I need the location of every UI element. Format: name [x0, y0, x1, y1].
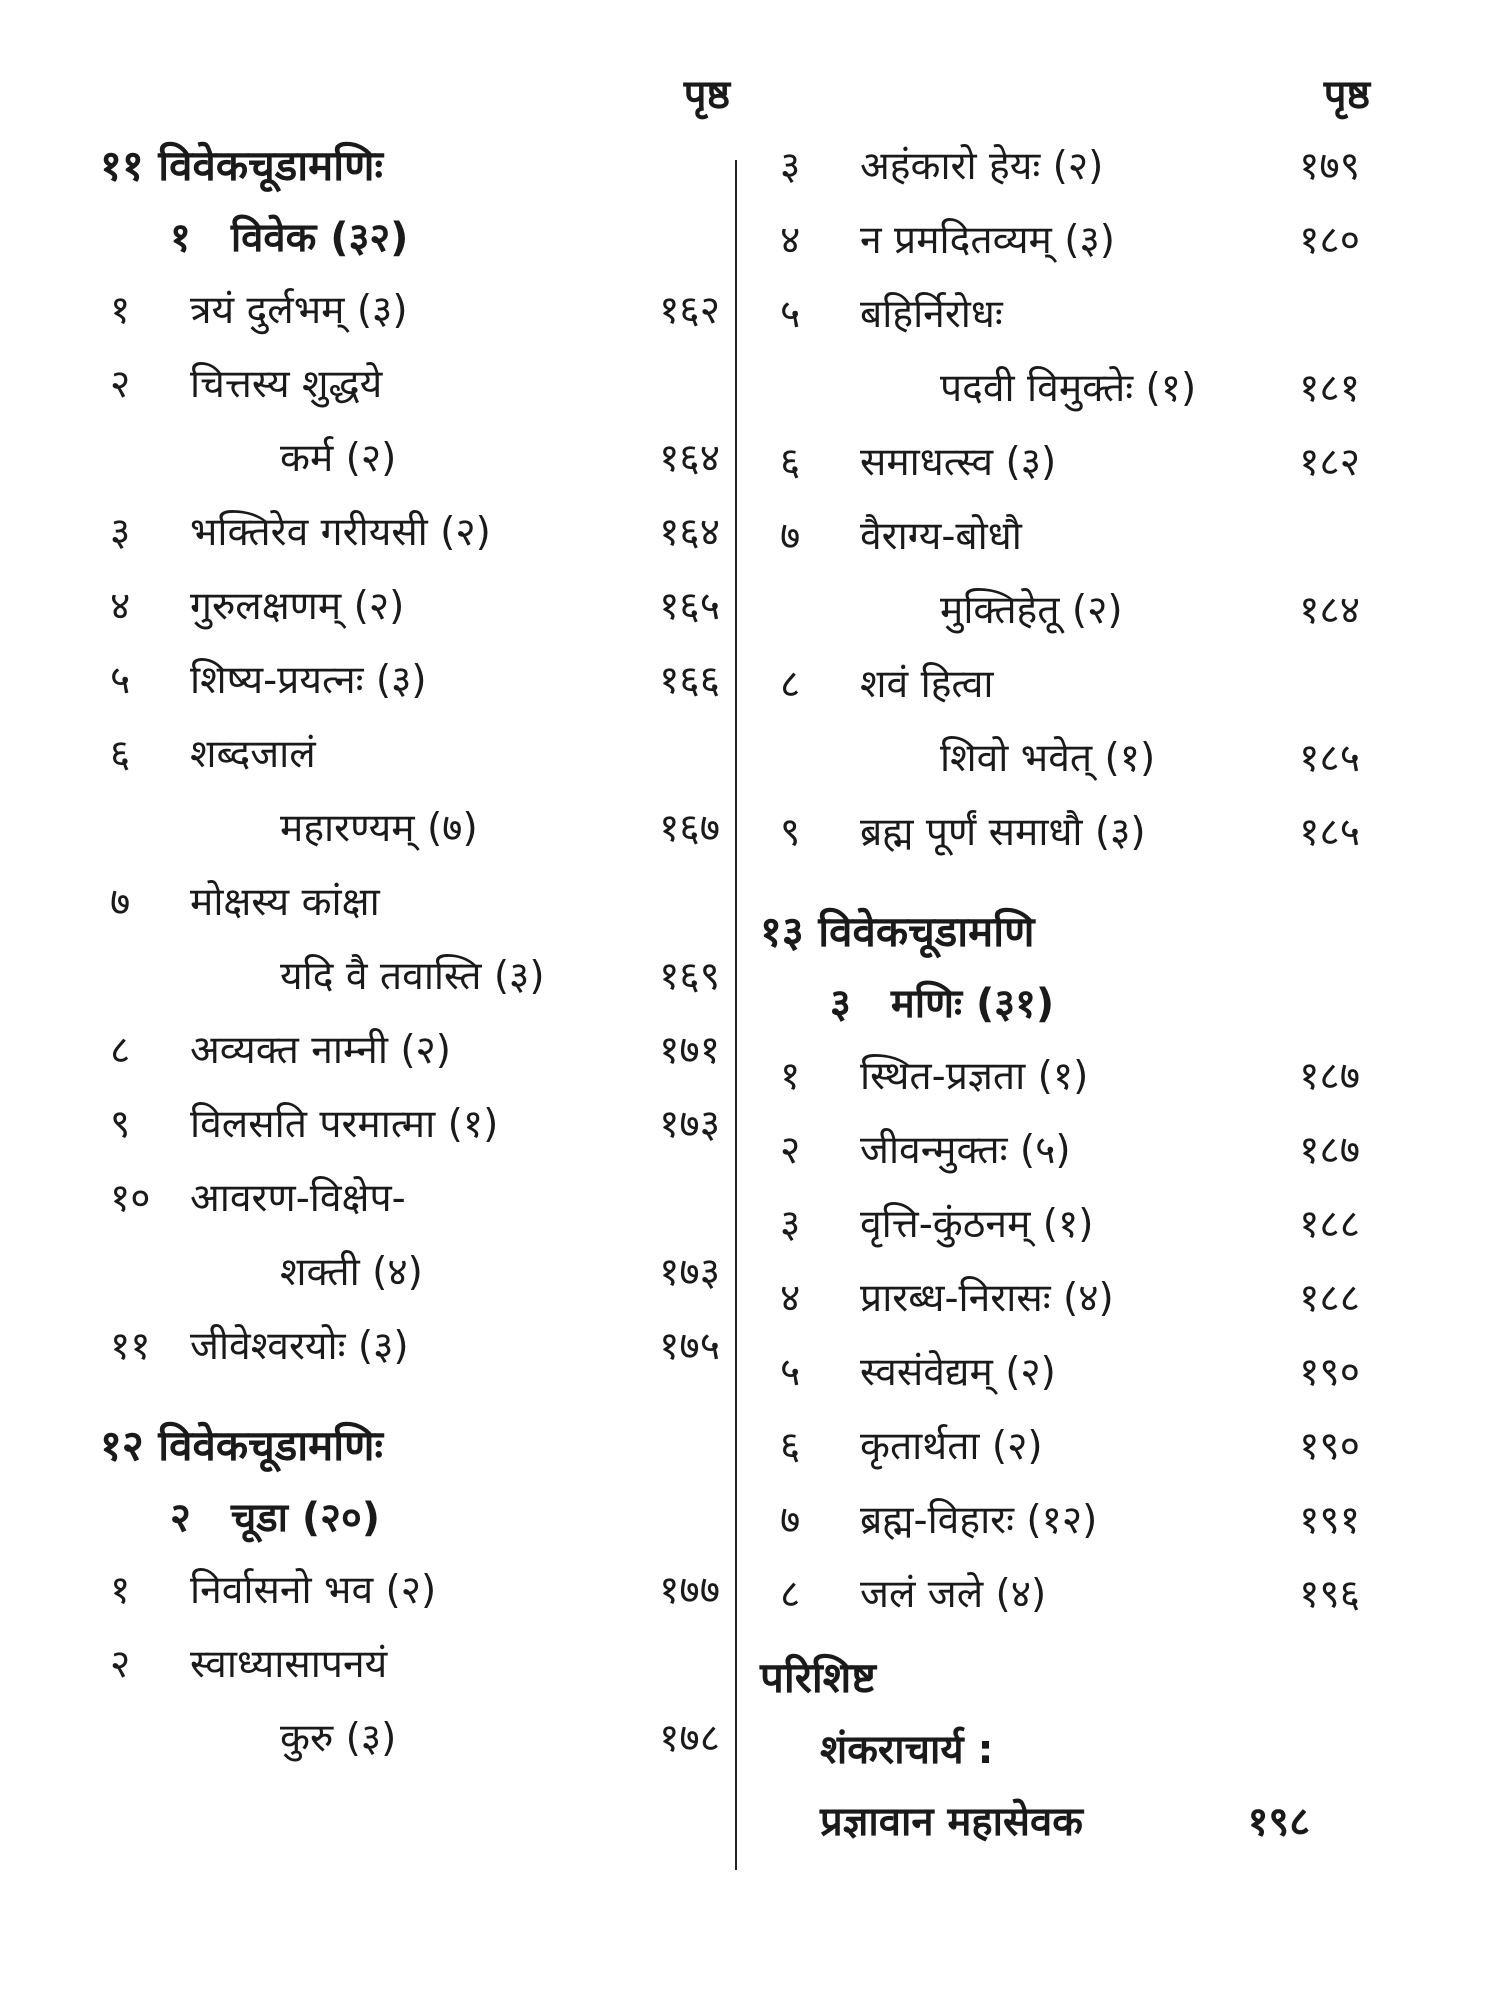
entry-number: ८ — [110, 1028, 131, 1073]
left-column — [100, 60, 730, 1776]
entry-row — [100, 348, 720, 422]
entry-number: ९ — [780, 810, 801, 855]
entry-number: ६ — [780, 1424, 801, 1469]
entry-title: शिष्य-प्रयत्नः (३) — [190, 658, 427, 703]
toc-entry — [100, 496, 720, 570]
entry-number: ५ — [780, 1350, 801, 1395]
toc-entry — [760, 204, 1400, 278]
entry-title: ब्रह्म-विहारः (१२) — [860, 1498, 1098, 1543]
section-title: १३ विवेकचूडामणि — [760, 907, 1035, 956]
entry-title: मुक्तिहेतू (२) — [940, 588, 1123, 633]
entry-row — [100, 1162, 720, 1236]
entry-row — [100, 422, 720, 496]
entry-row — [760, 1336, 1400, 1410]
entry-title: बहिर्निरोधः — [860, 292, 1003, 337]
entry-row — [760, 1558, 1400, 1632]
entry-row — [100, 274, 720, 348]
toc-entry — [760, 1114, 1400, 1188]
page-column-header: पृष्ठ — [1323, 72, 1370, 118]
entry-number: २ — [780, 1128, 801, 1173]
entry-title: शब्दजालं — [190, 732, 316, 777]
section-subtitle — [100, 1482, 720, 1554]
toc-entry — [100, 1628, 720, 1776]
entry-title: वृत्ति-कुंठनम् (१) — [860, 1202, 1094, 1247]
entry-row — [760, 796, 1400, 870]
section-title: ११ विवेकचूडामणिः — [100, 141, 384, 190]
entry-page-number: १८८ — [1299, 1202, 1360, 1247]
toc-entry — [760, 1336, 1400, 1410]
toc-entry — [760, 500, 1400, 648]
entry-title: भक्तिरेव गरीयसी (२) — [190, 510, 491, 555]
entry-page-number: १९८ — [1247, 1799, 1310, 1845]
entry-row — [100, 718, 720, 792]
entry-title: त्रयं दुर्लभम् (३) — [190, 288, 408, 333]
entry-title: जलं जले (४) — [860, 1572, 1047, 1617]
subsection-number: १ — [170, 215, 191, 261]
entry-page-number: १८७ — [1299, 1054, 1360, 1099]
toc-entry — [100, 1162, 720, 1310]
toc-entry — [100, 644, 720, 718]
entry-page-number: १८५ — [1299, 736, 1360, 781]
entry-row — [760, 1262, 1400, 1336]
entry-number: १ — [110, 288, 131, 333]
entry-page-number: १७८ — [659, 1716, 720, 1761]
entry-list — [100, 1554, 720, 1776]
entry-page-number: १७५ — [659, 1324, 720, 1369]
entry-page-number: १८५ — [1299, 810, 1360, 855]
entry-number: ४ — [780, 218, 801, 263]
entry-row — [100, 940, 720, 1014]
entry-title: स्थित-प्रज्ञता (१) — [860, 1054, 1089, 1099]
entry-row — [760, 500, 1400, 574]
subsection-title: मणिः (३१) — [890, 981, 1055, 1027]
entry-page-number: १९६ — [1299, 1572, 1360, 1617]
toc-entry — [760, 1188, 1400, 1262]
toc-entry — [100, 1554, 720, 1628]
entry-page-number: १७१ — [659, 1028, 720, 1073]
toc-entry — [100, 866, 720, 1014]
entry-page-number: १८२ — [1299, 440, 1360, 485]
entry-title: चित्तस्य शुद्धये — [190, 362, 383, 407]
entry-title: विलसति परमात्मा (१) — [190, 1102, 499, 1147]
entry-row — [760, 648, 1400, 722]
toc-entry — [760, 1410, 1400, 1484]
entry-title: समाधत्स्व (३) — [860, 440, 1057, 485]
entry-number: २ — [110, 362, 131, 407]
entry-title: कृतार्थता (२) — [860, 1424, 1043, 1469]
entry-title: कर्म (२) — [280, 436, 397, 481]
entry-title: यदि वै तवास्ति (३) — [280, 954, 545, 999]
entry-row — [100, 496, 720, 570]
entry-number: ४ — [110, 584, 131, 629]
entry-page-number: १९० — [1299, 1424, 1360, 1469]
entry-title: आवरण-विक्षेप- — [190, 1176, 406, 1221]
entry-number: ५ — [780, 292, 801, 337]
toc-entry — [760, 1484, 1400, 1558]
entry-row — [760, 722, 1400, 796]
toc-entry — [760, 1040, 1400, 1114]
entry-title: पदवी विमुक्तेः (१) — [940, 366, 1197, 411]
toc-entry — [100, 1014, 720, 1088]
toc-entry — [100, 1310, 720, 1384]
entry-title: महारण्यम् (७) — [280, 806, 478, 851]
entry-page-number: १९१ — [1299, 1498, 1360, 1543]
entry-row — [100, 1014, 720, 1088]
subsection-title: विवेक (३२) — [230, 215, 409, 261]
entry-number: २ — [110, 1642, 131, 1687]
entry-page-number: १८७ — [1299, 1128, 1360, 1173]
entry-title: अव्यक्त नाम्नी (२) — [190, 1028, 452, 1073]
entry-row — [100, 866, 720, 940]
entry-page-number: १६२ — [659, 288, 720, 333]
entry-row — [760, 130, 1400, 204]
entry-list — [100, 274, 720, 1384]
entry-row — [760, 1188, 1400, 1262]
entry-list — [760, 1040, 1400, 1632]
entry-row — [760, 1114, 1400, 1188]
right-column — [760, 60, 1400, 1858]
toc-entry — [100, 274, 720, 348]
entry-title: अहंकारो हेयः (२) — [860, 144, 1104, 189]
entry-list — [760, 130, 1400, 870]
entry-number: १ — [110, 1568, 131, 1613]
entry-page-number: १८८ — [1299, 1276, 1360, 1321]
toc-entry — [100, 1088, 720, 1162]
column-divider — [735, 160, 737, 1870]
entry-number: ७ — [780, 1498, 801, 1543]
entry-page-number: १७७ — [659, 1568, 720, 1613]
entry-title: शवं हित्वा — [860, 662, 994, 707]
entry-page-number: १८० — [1299, 218, 1360, 263]
appendix-subtitle: शंकराचार्य : — [820, 1727, 994, 1773]
toc-entry — [760, 1558, 1400, 1632]
entry-row — [760, 352, 1400, 426]
entry-row — [760, 426, 1400, 500]
entry-row — [760, 1410, 1400, 1484]
entry-row — [760, 574, 1400, 648]
entry-number: ९ — [110, 1102, 131, 1147]
entry-number: ८ — [780, 662, 801, 707]
entry-number: ३ — [780, 144, 801, 189]
entry-page-number: १६७ — [659, 806, 720, 851]
entry-page-number: १८१ — [1299, 366, 1360, 411]
entry-row — [100, 1702, 720, 1776]
section-subtitle — [100, 202, 720, 274]
toc-entry — [760, 796, 1400, 870]
entry-title: जीवेश्वरयोः (३) — [190, 1324, 409, 1369]
entry-title: प्रारब्ध-निरासः (४) — [860, 1276, 1114, 1321]
entry-title: कुरु (३) — [280, 1716, 397, 1761]
entry-number: ६ — [780, 440, 801, 485]
entry-number: ५ — [110, 658, 131, 703]
entry-page-number: १७३ — [659, 1250, 720, 1295]
entry-page-number: १६४ — [659, 436, 720, 481]
toc-entry — [760, 278, 1400, 426]
entry-number: १ — [780, 1054, 801, 1099]
entry-page-number: १६९ — [659, 954, 720, 999]
entry-number: ६ — [110, 732, 131, 777]
entry-row — [100, 792, 720, 866]
entry-number: ८ — [780, 1572, 801, 1617]
entry-page-number: १८४ — [1299, 588, 1360, 633]
page-column-header: पृष्ठ — [683, 72, 730, 118]
entry-title: शिवो भवेत् (१) — [940, 736, 1156, 781]
entry-title: स्वाध्यासापनयं — [190, 1642, 388, 1687]
appendix-title: परिशिष्ट — [760, 1653, 876, 1702]
entry-number: ३ — [110, 510, 131, 555]
entry-row — [100, 1310, 720, 1384]
subsection-number: २ — [170, 1495, 191, 1541]
subsection-title: चूडा (२०) — [230, 1495, 381, 1541]
entry-number: ७ — [780, 514, 801, 559]
toc-entry — [760, 1262, 1400, 1336]
appendix-entry — [760, 1786, 1400, 1858]
toc-entry — [100, 348, 720, 496]
entry-page-number: १७९ — [1299, 144, 1360, 189]
entry-number: ११ — [110, 1324, 151, 1369]
entry-number: ७ — [110, 880, 131, 925]
toc-entry — [760, 130, 1400, 204]
entry-row — [100, 570, 720, 644]
entry-page-number: १७३ — [659, 1102, 720, 1147]
toc-entry — [760, 648, 1400, 796]
entry-page-number: १६५ — [659, 584, 720, 629]
entry-number: १० — [110, 1176, 151, 1221]
entry-row — [100, 1628, 720, 1702]
entry-title: वैराग्य-बोधौ — [860, 514, 1022, 559]
toc-entry — [760, 426, 1400, 500]
entry-row — [760, 1040, 1400, 1114]
toc-entry — [100, 570, 720, 644]
entry-title: ब्रह्म पूर्णं समाधौ (३) — [860, 810, 1146, 855]
section-subtitle — [760, 968, 1400, 1040]
entry-title: मोक्षस्य कांक्षा — [190, 880, 380, 925]
entry-title: प्रज्ञावान महासेवक — [820, 1799, 1084, 1845]
entry-row — [760, 278, 1400, 352]
entry-row — [100, 644, 720, 718]
entry-title: गुरुलक्षणम् (२) — [190, 584, 405, 629]
subsection-number: ३ — [830, 981, 851, 1027]
entry-page-number: १६४ — [659, 510, 720, 555]
entry-page-number: १६६ — [659, 658, 720, 703]
entry-title: शक्ती (४) — [280, 1250, 423, 1295]
entry-title: निर्वासनो भव (२) — [190, 1568, 437, 1613]
entry-number: ३ — [780, 1202, 801, 1247]
entry-title: जीवन्मुक्तः (५) — [860, 1128, 1071, 1173]
entry-row — [100, 1088, 720, 1162]
toc-entry — [100, 718, 720, 866]
entry-page-number: १९० — [1299, 1350, 1360, 1395]
entry-row — [100, 1236, 720, 1310]
entry-title: न प्रमदितव्यम् (३) — [860, 218, 1115, 263]
entry-row — [760, 1484, 1400, 1558]
section-title: १२ विवेकचूडामणिः — [100, 1421, 384, 1470]
entry-row — [760, 204, 1400, 278]
entry-number: ४ — [780, 1276, 801, 1321]
entry-title: स्वसंवेद्यम् (२) — [860, 1350, 1056, 1395]
entry-row — [100, 1554, 720, 1628]
